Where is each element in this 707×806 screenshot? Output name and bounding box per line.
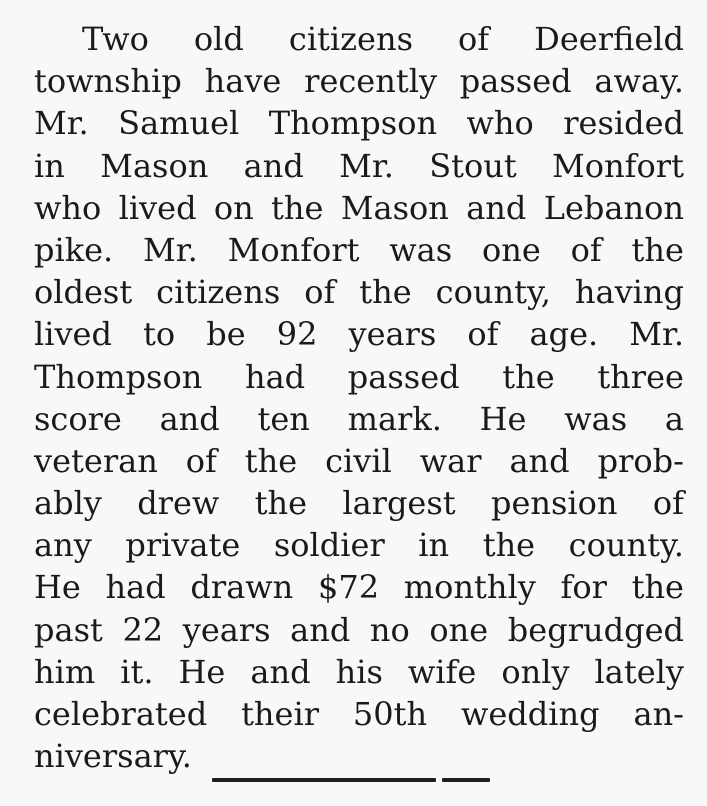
article-word: Thompson: [34, 357, 203, 396]
article-word: away.: [594, 62, 684, 101]
article-word: drawn: [190, 568, 294, 607]
article-word: wedding: [460, 695, 600, 733]
article-word: monthly: [403, 568, 536, 607]
article-word: prob-: [597, 441, 684, 480]
article-word: of: [304, 273, 336, 312]
article-word: Monfort: [227, 230, 360, 269]
article-word: He: [479, 399, 527, 438]
article-word: veteran: [34, 441, 158, 480]
article-word: one: [429, 610, 489, 649]
article-word: the: [631, 568, 684, 607]
article-word: for: [560, 568, 607, 607]
article-word: the: [502, 357, 555, 396]
article-word: of: [185, 441, 217, 480]
article-body: [34, 18, 684, 777]
article-word: citizens: [288, 20, 413, 58]
article-word: years: [182, 610, 271, 649]
article-word: Two: [82, 20, 149, 58]
article-line: [34, 693, 684, 735]
article-word: county.: [568, 526, 684, 565]
article-line: [34, 145, 684, 187]
article-word: lived: [34, 315, 112, 354]
article-word: civil: [325, 441, 392, 480]
article-word: on: [213, 188, 254, 227]
article-word: resided: [563, 104, 684, 143]
article-word: have: [204, 62, 282, 101]
article-word: ten: [257, 399, 310, 438]
article-line: [34, 18, 684, 60]
article-word: and: [509, 441, 570, 480]
article-word: passed: [459, 62, 572, 101]
article-word: who: [34, 188, 102, 227]
article-word: an-: [633, 695, 684, 733]
article-line: [34, 271, 684, 313]
article-word: and: [466, 188, 527, 227]
article-word: in: [418, 526, 450, 565]
article-word: of: [458, 20, 490, 58]
section-divider-rule: [212, 778, 490, 782]
article-word: a: [664, 399, 684, 438]
article-word: old: [193, 20, 244, 58]
article-word: Mason: [100, 146, 209, 185]
article-word: of: [570, 230, 602, 269]
article-word: having: [574, 273, 684, 312]
article-word: the: [631, 230, 684, 269]
article-word: celebrated: [34, 695, 208, 733]
article-word: Lebanon: [543, 188, 684, 227]
article-line: [34, 566, 684, 608]
article-word: in: [34, 146, 65, 185]
article-word: 50th: [352, 695, 428, 733]
article-line: niversary.: [34, 737, 192, 776]
article-word: He: [34, 568, 81, 607]
article-line: [34, 524, 684, 566]
article-word: Samuel: [118, 104, 240, 143]
article-word: mark.: [347, 399, 442, 438]
article-line: [34, 609, 684, 651]
article-word: $72: [317, 568, 380, 607]
article-word: pike.: [34, 230, 114, 269]
article-word: oldest: [34, 273, 133, 312]
article-word: passed: [347, 357, 460, 396]
article-word: 22: [122, 610, 164, 649]
article-word: lived: [118, 188, 197, 227]
article-word: and: [159, 399, 220, 438]
article-word: 92: [276, 315, 318, 354]
article-line: [34, 313, 684, 355]
article-word: past: [34, 610, 103, 649]
article-line: [34, 102, 684, 144]
article-line: [34, 60, 684, 102]
article-word: no: [369, 610, 410, 649]
article-word: and: [243, 146, 304, 185]
article-word: had: [244, 357, 306, 396]
article-word: their: [241, 695, 319, 733]
article-word: the: [271, 188, 324, 227]
article-word: age.: [529, 315, 599, 354]
article-line: [34, 187, 684, 229]
article-word: ably: [34, 484, 102, 523]
article-word: to: [143, 315, 176, 354]
article-word: private: [125, 526, 241, 565]
article-word: township: [34, 62, 182, 101]
article-word: lately: [594, 652, 684, 691]
divider-rule-short: [442, 778, 490, 782]
article-word: who: [466, 104, 534, 143]
article-word: Monfort: [552, 146, 684, 185]
article-word: citizens: [156, 273, 281, 312]
article-line: [34, 356, 684, 398]
article-word: wife: [407, 652, 477, 691]
article-word: was: [389, 230, 453, 269]
article-word: years: [348, 315, 437, 354]
article-word: Mr.: [339, 146, 394, 185]
article-word: his: [335, 652, 383, 691]
article-word: Mr.: [34, 104, 89, 143]
article-word: the: [244, 441, 298, 480]
article-word: had: [105, 568, 166, 607]
article-word: war: [419, 441, 482, 480]
article-word: the: [254, 484, 308, 523]
article-word: drew: [137, 484, 220, 523]
article-line: [34, 482, 684, 524]
article-word: the: [482, 526, 536, 565]
article-word: Mason: [340, 188, 449, 227]
article-word: Deerfield: [534, 20, 684, 58]
article-word: of: [652, 484, 684, 523]
article-word: and: [290, 610, 351, 649]
article-word: soldier: [273, 526, 385, 565]
article-word: him: [34, 652, 96, 691]
article-line: [34, 398, 684, 440]
article-word: pension: [490, 484, 618, 523]
article-word: Mr.: [629, 315, 684, 354]
article-word: three: [597, 357, 684, 396]
article-word: of: [467, 315, 499, 354]
article-word: score: [34, 399, 122, 438]
article-word: be: [206, 315, 246, 354]
article-word: one: [481, 230, 541, 269]
article-word: only: [501, 652, 570, 691]
article-word: Thompson: [268, 104, 438, 143]
article-word: was: [564, 399, 628, 438]
article-word: largest: [342, 484, 456, 523]
article-word: the: [359, 273, 412, 312]
article-line: [34, 440, 684, 482]
article-word: any: [34, 526, 92, 565]
article-word: recently: [304, 62, 438, 101]
article-word: He: [178, 652, 226, 691]
article-word: Mr.: [143, 230, 198, 269]
article-word: and: [250, 652, 311, 691]
article-line: [34, 229, 684, 271]
article-line: [34, 651, 684, 693]
article-word: it.: [120, 652, 154, 691]
article-word: begrudged: [507, 610, 684, 649]
divider-rule-long: [212, 778, 436, 782]
article-word: Stout: [429, 146, 517, 185]
article-word: county,: [435, 273, 551, 312]
